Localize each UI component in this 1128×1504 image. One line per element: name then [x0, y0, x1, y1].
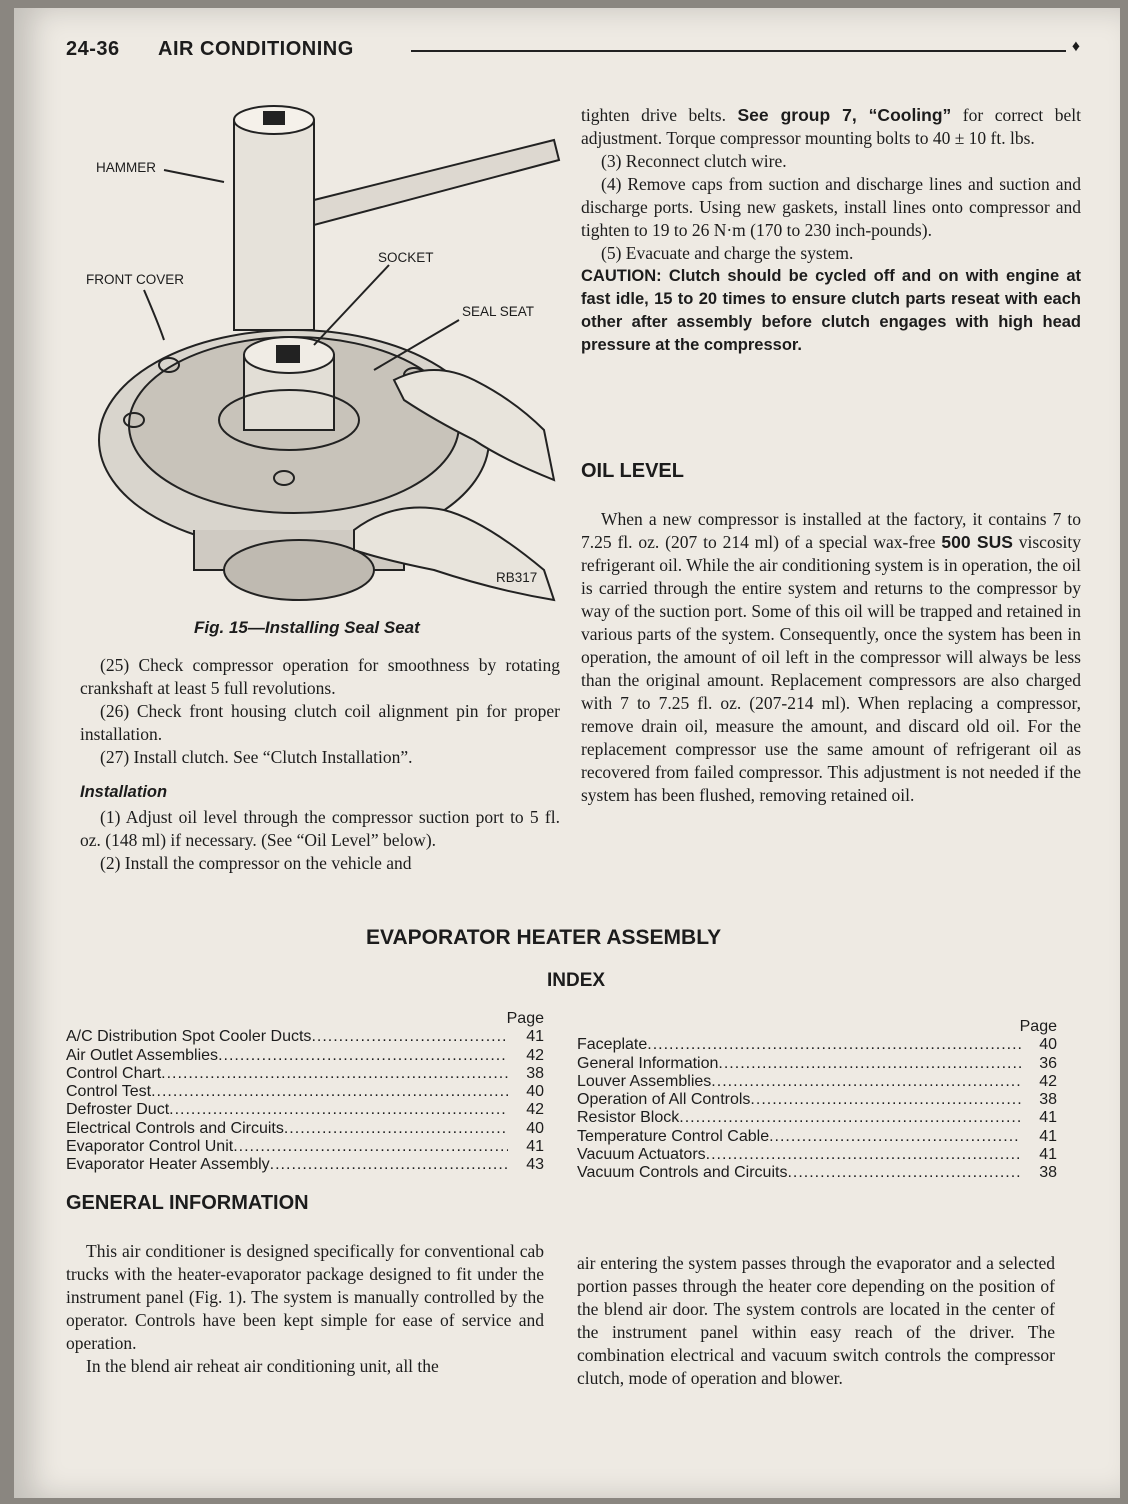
index-entry	[66, 1101, 544, 1119]
step: (2) Install the compressor on the vehicle and	[100, 853, 412, 873]
index-entry	[577, 1146, 1057, 1164]
oil-level-heading: OIL LEVEL	[581, 460, 684, 482]
oil-grade: 500 SUS	[941, 532, 1013, 552]
cross-reference: See group 7, “Cooling”	[737, 105, 952, 125]
paragraph	[581, 508, 1081, 807]
hammer	[314, 140, 559, 225]
paragraph	[581, 104, 1081, 150]
index-entry-label: A/C Distribution Spot Cooler Ducts	[66, 1028, 312, 1046]
dot-leader	[750, 1091, 1021, 1109]
dot-leader	[169, 1101, 508, 1119]
index-entry-label: Vacuum Controls and Circuits	[577, 1164, 788, 1182]
index-entry-label: General Information	[577, 1054, 719, 1072]
figure-caption: Fig. 15—Installing Seal Seat	[194, 618, 420, 637]
index-entry-label: Vacuum Actuators	[577, 1146, 706, 1164]
index-entry	[577, 1128, 1057, 1146]
dot-leader	[711, 1073, 1021, 1091]
text-run: tighten drive belts.	[581, 105, 738, 125]
index-entry	[66, 1028, 544, 1046]
general-information-heading: GENERAL INFORMATION	[66, 1192, 309, 1214]
step: (1) Adjust oil level through the compressor suction port to 5 fl. oz. (148 ml) if necessary. (See “Oil Level” below).	[80, 807, 560, 850]
index-entry-label: Temperature Control Cable	[577, 1127, 770, 1145]
dot-leader	[787, 1164, 1021, 1182]
index-entry-label: Control Chart	[66, 1064, 162, 1082]
index-entry-page: 36	[1039, 1054, 1057, 1072]
dot-leader	[218, 1047, 508, 1065]
step: (25) Check compressor operation for smoothness by rotating crankshaft at least 5 full revolutions.	[80, 655, 560, 698]
page-column-label: Page	[506, 1010, 544, 1027]
index-entry-label: Defroster Duct	[66, 1101, 170, 1119]
index-entry-page: 41	[1039, 1146, 1057, 1164]
index-right	[577, 1018, 1057, 1183]
dot-leader	[161, 1065, 508, 1083]
index-entry-label: Air Outlet Assemblies	[66, 1046, 219, 1064]
step: (27) Install clutch. See “Clutch Installation”.	[100, 747, 413, 767]
callout-seal-seat: SEAL SEAT	[462, 304, 535, 319]
index-entry-label: Electrical Controls and Circuits	[66, 1119, 284, 1137]
index-entry-label: Control Test	[66, 1083, 152, 1101]
paragraph: air entering the system passes through the evaporator and a selected portion passes through the heater core depending on the position of the blend air door. The system controls are located in the center of the instrument panel within easy reach of the driver. The combination electrical and vacuum switch controls the compressor clutch, mode of operation and blower.	[577, 1253, 1055, 1388]
index-entry	[577, 1091, 1057, 1109]
evaporator-section-heading: EVAPORATOR HEATER ASSEMBLY	[366, 926, 722, 949]
index-entry-label: Evaporator Heater Assembly	[66, 1156, 270, 1174]
index-entry	[577, 1073, 1057, 1091]
index-entry-label: Evaporator Control Unit	[66, 1138, 234, 1156]
index-entry-page: 41	[1039, 1127, 1057, 1145]
dot-leader	[233, 1138, 508, 1156]
dot-leader	[311, 1028, 508, 1046]
index-entry-page: 38	[1039, 1091, 1057, 1109]
oil-level-body	[581, 508, 1081, 807]
index-left	[66, 1010, 544, 1175]
socket-extension	[234, 120, 314, 330]
index-entry-page: 41	[526, 1138, 544, 1156]
dot-leader	[679, 1109, 1021, 1127]
index-entry	[66, 1083, 544, 1101]
caution-note: CAUTION: Clutch should be cycled off and on with engine at fast idle, 15 to 20 times to ensure clutch parts reseat with each other after assembly before clutch engages with high head pressure at the compressor.	[581, 267, 1081, 354]
paragraph: This air conditioner is designed specifically for conventional cab trucks with the heater-evaporator package designed to fit under the instrument panel (Fig. 1). The system is manually controlled by the operator. Controls have been kept simple for ease of service and operation.	[66, 1241, 544, 1353]
index-entry	[66, 1120, 544, 1138]
index-entry	[577, 1109, 1057, 1127]
general-info-right	[577, 1252, 1055, 1390]
page-column-label: Page	[1019, 1018, 1057, 1035]
step: (5) Evacuate and charge the system.	[601, 243, 854, 263]
callout-hammer: HAMMER	[96, 160, 156, 175]
dot-leader	[270, 1156, 508, 1174]
page-header	[66, 38, 1080, 68]
general-info-left	[66, 1240, 544, 1378]
index-entry	[66, 1047, 544, 1065]
index-entry-page: 40	[526, 1119, 544, 1137]
index-entry-page: 42	[526, 1101, 544, 1119]
step: (4) Remove caps from suction and discharge lines and suction and discharge ports. Using new gaskets, install lines onto compressor and tighten to 19 to 26 N·m (170 to 230 inch-pounds).	[581, 174, 1081, 240]
dot-leader	[769, 1128, 1021, 1146]
figure-ref-code: RB317	[496, 570, 538, 585]
index-entry	[66, 1065, 544, 1083]
index-entry-page: 43	[526, 1156, 544, 1174]
index-entry	[66, 1138, 544, 1156]
right-column-top	[581, 104, 1081, 357]
index-heading: INDEX	[547, 970, 606, 991]
index-entry-label: Louver Assemblies	[577, 1072, 712, 1090]
seal-seat-illustration	[74, 100, 564, 610]
installation-heading: Installation	[80, 783, 168, 801]
callout-socket: SOCKET	[378, 250, 434, 265]
text-run: for correct belt adjustment. Torque compressor mounting bolts to 40 ± 10 ft. lbs.	[581, 105, 1081, 148]
header-rule	[411, 50, 1066, 52]
step: (3) Reconnect clutch wire.	[601, 151, 787, 171]
index-entry-label: Operation of All Controls	[577, 1091, 751, 1109]
index-entry	[577, 1036, 1057, 1054]
index-entry-label: Faceplate	[577, 1036, 648, 1054]
index-entry-page: 38	[1039, 1164, 1057, 1182]
step: (26) Check front housing clutch coil alignment pin for proper installation.	[80, 701, 560, 744]
callout-front-cover: FRONT COVER	[86, 272, 185, 287]
index-entry	[66, 1156, 544, 1174]
paragraph: In the blend air reheat air conditioning unit, all the	[86, 1356, 439, 1376]
index-entry-page: 42	[1039, 1072, 1057, 1090]
index-entry-page: 41	[1039, 1109, 1057, 1127]
index-entry-label: Resistor Block	[577, 1109, 680, 1127]
index-entry-page: 40	[1039, 1036, 1057, 1054]
index-entry	[577, 1055, 1057, 1073]
text-run: viscosity refrigerant oil. While the air conditioning system is in operation, the oil is carried through the entire system and returns to the compressor by way of the suction port. Some of this oil will be trapped and retained in various parts of the system. Consequently, once the system has been in operation, the amount of oil left in the compressor will always be less than the original amount. Replacement compressors are also charged with 7 to 7.25 fl. oz. (207-214 ml). When replacing a compressor, remove drain oil, measure the amount, and discard old oil. For the replacement compressor use the same amount of refrigerant oil as recovered from failed compressor. This adjustment is not needed if the system has been flushed, removing retained oil.	[581, 532, 1081, 805]
diamond-marker-icon: ♦	[1071, 38, 1080, 55]
dot-leader	[718, 1055, 1021, 1073]
manual-page	[14, 8, 1120, 1498]
index-entry	[577, 1164, 1057, 1182]
dot-leader	[151, 1083, 508, 1101]
dot-leader	[706, 1146, 1021, 1164]
page-number: 24-36	[66, 38, 120, 60]
text-run: When a new compressor is installed at the factory, it contains 7 to 7.25 fl. oz. (207 to 214 ml) of a special wax-free	[581, 509, 1081, 552]
index-entry-page: 40	[526, 1083, 544, 1101]
dot-leader	[647, 1036, 1021, 1054]
index-entry-page: 41	[526, 1028, 544, 1046]
section-title: AIR CONDITIONING	[158, 38, 354, 60]
left-column	[80, 654, 560, 875]
index-entry-page: 38	[526, 1064, 544, 1082]
index-entry-page: 42	[526, 1046, 544, 1064]
dot-leader	[284, 1120, 508, 1138]
